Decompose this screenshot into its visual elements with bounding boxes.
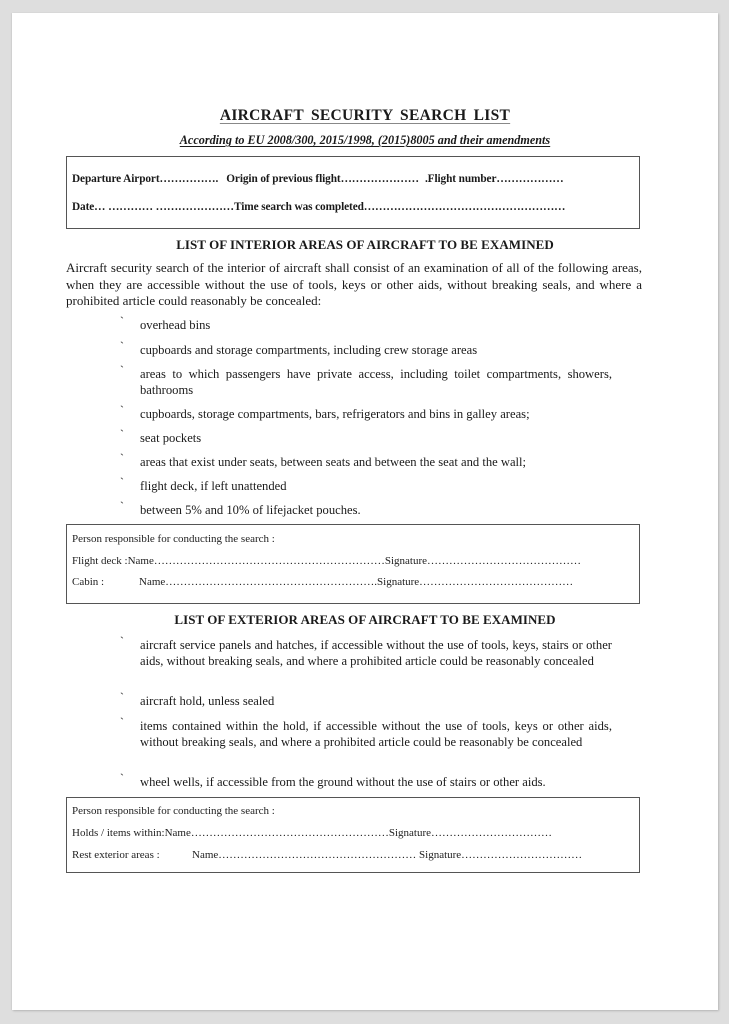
document-page: AIRCRAFT SECURITY SEARCH LIST According to EU 2008/300, 2015/1998, (2015)8005 and their amendments Departure Airport……………. Origin of previous flight………………… .Flight number……………… Date… ………… …………………Time search was completed……………………………………………… LIST OF INTERIOR AREAS OF AIRCRAFT TO BE EXAMINED Aircraft security search of the interior of aircraft shall consist of an examination of all of the following areas, when they are accessible without the use of tools, keys or other aids, without breaking seals, and where a prohibited article could reasonably be concealed: ` overhead bins ` cupboards and storage compartments, including crew storage areas ` areas to which passengers have private access, including toilet compartments, showers, bathrooms ` cupboards, storage compartments, bars, refrigerators and bins in galley areas; ` seat pockets ` areas that exist under seats, between seats and between the seat and the wall; ` flight deck, if left unattended ` between 5% and 10% of lifejacket pouches. Person responsible for conducting the search : Flight deck :Name………………………………………………………Signature…………………………………… Cabin : Name………………………………………………….Signature…………………………………… LIST OF EXTERIOR AREAS OF AIRCRAFT TO BE EXAMINED ` aircraft service panels and hatches, if accessible without the use of tools, keys, stairs or other aids, without breaking seals, and where a prohibited article could be reasonably concealed ` aircraft hold, unless sealed ` items contained within the hold, if accessible without the use of tools, keys or other aids, without breaking seals, and where a prohibited article could be reasonably be concealed ` wheel wells, if accessible from the ground without the use of stairs or other aids. Person responsible for conducting the search : Holds / items within:Name………………………………………………Signature…………………………… Rest exterior areas : Name……………………………………………… Signature…………………………… (12, 13, 718, 1010)
cabin-name-field[interactable]: Name…………………………………………………. (139, 576, 378, 588)
holds-label: Holds / items within: (72, 827, 165, 839)
bullet-icon: ` (120, 771, 124, 785)
bullet-icon: ` (120, 475, 124, 489)
document-subtitle: According to EU 2008/300, 2015/1998, (2015)8005 and their amendments (179, 133, 551, 147)
flight-deck-name-field[interactable]: Name……………………………………………………… (127, 555, 385, 567)
cabin-signature-field[interactable]: Signature…………………………………… (377, 576, 574, 588)
bullet-icon: ` (120, 403, 124, 417)
holds-name-field[interactable]: Name……………………………………………… (164, 827, 389, 839)
cabin-label: Cabin : (72, 576, 105, 588)
flight-info-row-2 (72, 201, 565, 213)
bullet-icon: ` (120, 715, 124, 729)
bullet-icon: ` (120, 339, 124, 353)
flight-info-row-1 (72, 173, 564, 185)
flight-deck-signature-field[interactable]: Signature…………………………………… (384, 555, 582, 567)
date-field[interactable]: Date… ………… ………………… (72, 201, 234, 213)
flight-deck-label: Flight deck : (72, 555, 128, 567)
interior-responsible-box (66, 524, 640, 604)
holds-signature-field[interactable]: Signature…………………………… (388, 827, 553, 839)
bullet-icon: ` (120, 427, 124, 441)
bullet-icon: ` (120, 690, 124, 704)
cabin-row (72, 576, 573, 588)
flight-number-field[interactable]: .Flight number……………… (424, 173, 564, 185)
flight-info-box (66, 156, 640, 229)
origin-previous-flight-field[interactable]: Origin of previous flight………………… (226, 173, 419, 185)
bullet-icon: ` (120, 451, 124, 465)
rest-exterior-signature-field[interactable]: Signature…………………………… (419, 849, 583, 861)
exterior-section-heading: LIST OF EXTERIOR AREAS OF AIRCRAFT TO BE EXAMINED (174, 612, 556, 627)
time-completed-field[interactable]: Time search was completed……………………………………………… (234, 201, 566, 213)
exterior-responsible-box (66, 797, 640, 873)
bullet-icon: ` (120, 314, 124, 328)
responsible-label: Person responsible for conducting the search : (72, 805, 275, 817)
rest-exterior-label: Rest exterior areas : (72, 849, 160, 861)
holds-row (72, 827, 552, 839)
responsible-label: Person responsible for conducting the search : (72, 533, 275, 545)
interior-section-heading: LIST OF INTERIOR AREAS OF AIRCRAFT TO BE EXAMINED (176, 237, 554, 252)
departure-airport-field[interactable]: Departure Airport……………. (72, 173, 219, 185)
bullet-icon: ` (120, 499, 124, 513)
document-title: AIRCRAFT SECURITY SEARCH LIST (219, 107, 511, 124)
bullet-icon: ` (120, 634, 124, 648)
bullet-icon: ` (120, 363, 124, 377)
interior-intro-paragraph: Aircraft security search of the interior of aircraft shall consist of an examination of all of the following areas, when they are accessible without the use of tools, keys or other aids, without breaking seals, and where a prohibited article could reasonably be concealed: (66, 260, 642, 308)
flight-deck-row (72, 555, 581, 567)
rest-exterior-row (72, 849, 582, 861)
rest-exterior-name-field[interactable]: Name……………………………………………… (192, 849, 420, 861)
